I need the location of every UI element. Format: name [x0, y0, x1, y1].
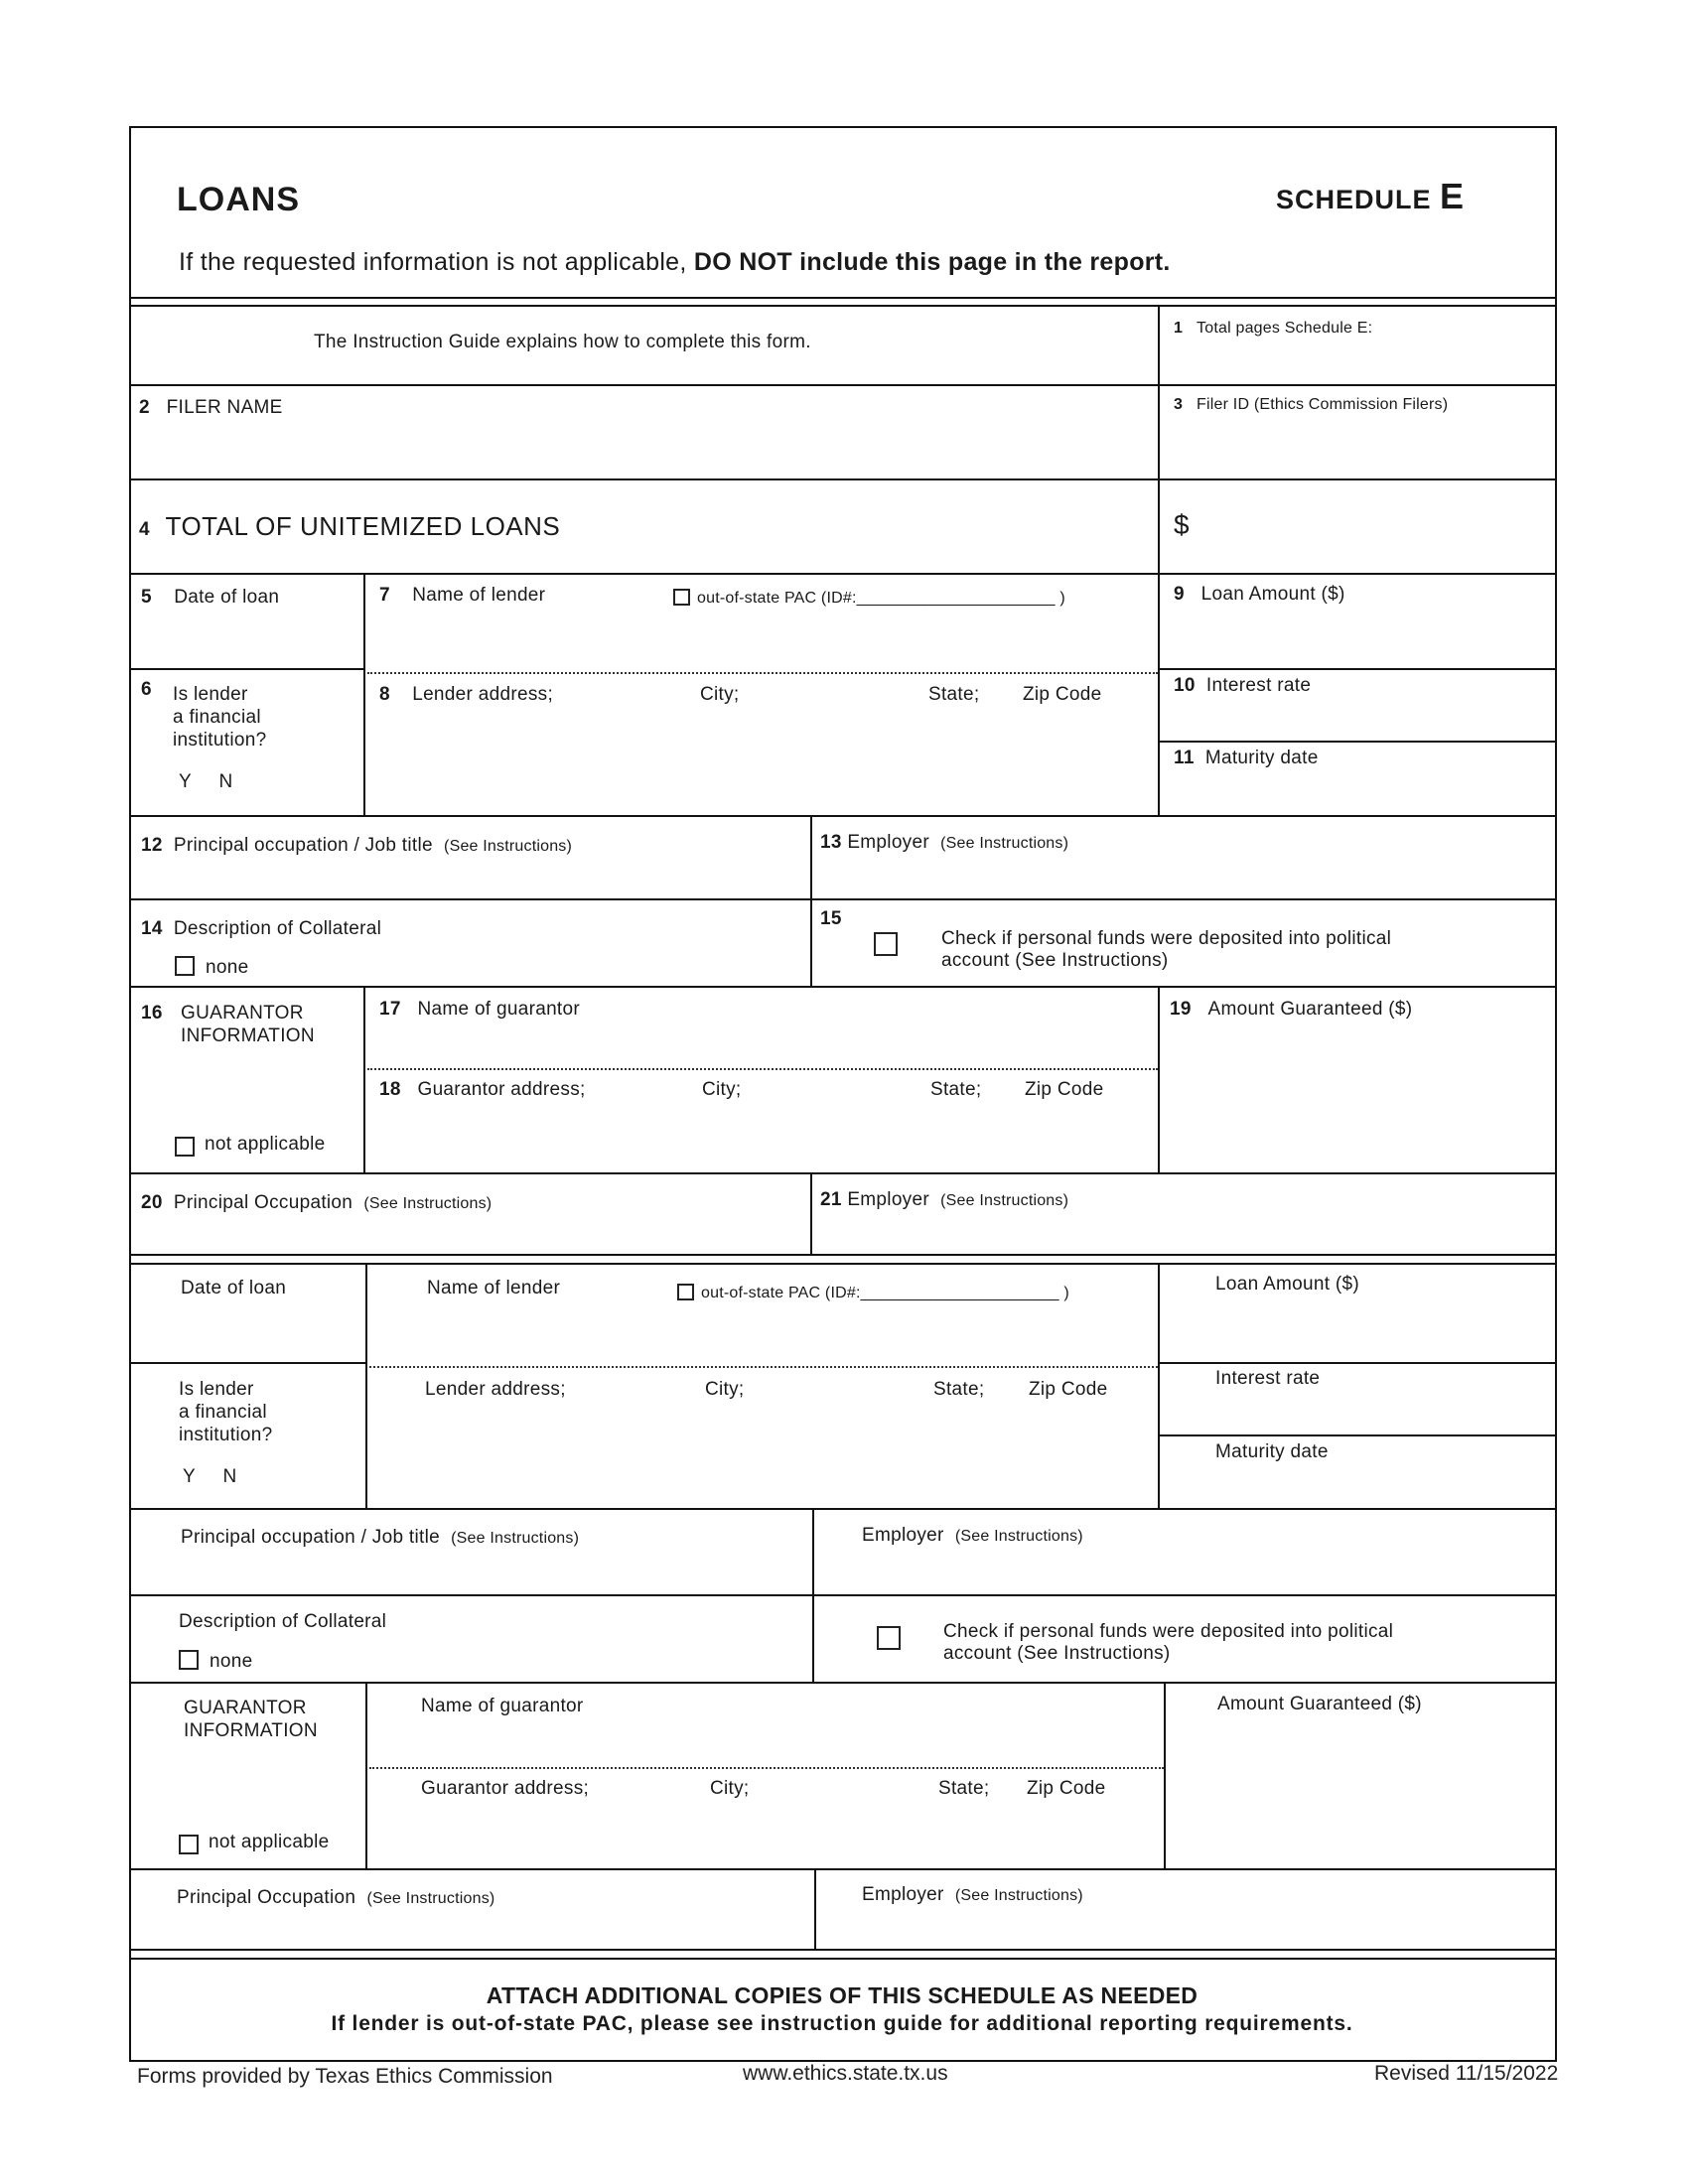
amount-guaranteed-label: Amount Guaranteed ($)	[1217, 1694, 1422, 1714]
rule	[129, 1254, 1555, 1256]
field-3-label	[1174, 394, 1448, 416]
field-number: 14	[141, 918, 163, 939]
field-number: 7	[379, 585, 390, 606]
field-6-label	[141, 679, 152, 701]
not-applicable-label: not applicable	[209, 1832, 330, 1852]
field-17-label	[379, 999, 580, 1021]
field-number: 17	[379, 999, 401, 1020]
column-rule	[810, 1172, 812, 1254]
footer-credit: Forms provided by Texas Ethics Commission	[137, 2065, 553, 2088]
guarantor-address-label: Guarantor address;	[417, 1079, 586, 1100]
field-8-label	[379, 684, 553, 706]
see-instructions: (See Instructions)	[954, 1528, 1083, 1545]
guarantor-na-checkbox[interactable]	[179, 1835, 199, 1854]
zip-label: Zip Code	[1023, 684, 1102, 705]
state-label: State;	[933, 1379, 985, 1400]
not-applicable-notice	[179, 247, 1171, 277]
rule	[129, 305, 1555, 307]
collateral-none-checkbox[interactable]	[175, 956, 195, 976]
field-number: 11	[1174, 748, 1195, 768]
financial-line-2: a financial	[173, 707, 261, 728]
column-rule	[365, 1263, 367, 1508]
rule	[129, 1958, 1555, 1960]
lender-address-label: Lender address;	[425, 1379, 566, 1400]
see-instructions: (See Instructions)	[363, 1195, 493, 1212]
field-number: 5	[141, 587, 152, 608]
collateral-label: Description of Collateral	[173, 918, 382, 939]
city-label: City;	[702, 1079, 742, 1100]
personal-funds-line-1: Check if personal funds were deposited into political	[943, 1621, 1394, 1642]
lender-address-label: Lender address;	[412, 684, 554, 705]
rule	[1158, 1434, 1555, 1436]
financial-line-3: institution?	[173, 730, 267, 751]
field-15-label	[820, 908, 842, 930]
guarantor-occupation-label	[177, 1887, 494, 1910]
field-14-label	[141, 918, 381, 940]
rule	[1158, 1362, 1555, 1364]
guarantor-heading-2: INFORMATION	[184, 1720, 318, 1741]
see-instructions: (See Instructions)	[940, 835, 1069, 852]
employer-label: Employer	[847, 832, 929, 853]
rule	[1158, 668, 1555, 670]
instruction-note: The Instruction Guide explains how to complete this form.	[314, 332, 811, 352]
rule	[129, 986, 1555, 988]
guarantor-na-checkbox[interactable]	[175, 1137, 195, 1157]
rule	[129, 478, 1555, 480]
occupation-label	[181, 1527, 579, 1550]
employer-label	[862, 1525, 1083, 1548]
personal-funds-line-1: Check if personal funds were deposited into political	[941, 928, 1392, 949]
loan-amount-label: Loan Amount ($)	[1215, 1274, 1359, 1295]
see-instructions: (See Instructions)	[954, 1887, 1083, 1904]
field-16-label	[141, 1003, 163, 1024]
field-5-label	[141, 587, 279, 609]
field-10-label	[1174, 675, 1311, 697]
field-13-label	[820, 832, 1068, 855]
rule	[129, 1508, 1555, 1510]
field-number: 19	[1170, 999, 1192, 1020]
field-number: 8	[379, 684, 390, 705]
field-11-label	[1174, 748, 1319, 769]
column-rule	[1158, 986, 1160, 1172]
column-rule	[365, 1682, 367, 1868]
filer-name-label: FILER NAME	[166, 397, 283, 418]
guarantor-employer-label: Employer	[847, 1189, 929, 1210]
field-9-label	[1174, 584, 1345, 606]
field-20-label	[141, 1192, 492, 1215]
rule	[129, 297, 1555, 299]
guarantor-heading-2: INFORMATION	[181, 1025, 315, 1046]
footer-website[interactable]: www.ethics.state.tx.us	[743, 2062, 948, 2085]
field-4-label	[139, 511, 560, 545]
total-pages-label: Total pages Schedule E:	[1197, 320, 1373, 337]
guarantor-name-label: Name of guarantor	[421, 1696, 584, 1716]
form-border	[129, 126, 1557, 2062]
occupation-text: Principal occupation / Job title	[181, 1527, 440, 1548]
pac-id-label: out-of-state PAC (ID#:______________________ )	[697, 590, 1065, 607]
field-number: 20	[141, 1192, 163, 1213]
notice-prefix: If the requested information is not applicable,	[179, 248, 687, 276]
guarantor-employer-text: Employer	[862, 1884, 944, 1905]
column-rule	[363, 573, 365, 815]
field-number: 18	[379, 1079, 401, 1100]
form-title: LOANS	[177, 181, 300, 218]
field-number: 12	[141, 835, 163, 856]
column-rule	[363, 986, 365, 1172]
rule	[1158, 741, 1555, 743]
column-rule	[1158, 1263, 1160, 1508]
lender-name-label: Name of lender	[427, 1278, 561, 1298]
see-instructions: (See Instructions)	[451, 1530, 580, 1547]
state-label: State;	[928, 684, 980, 705]
column-rule	[1158, 305, 1160, 815]
field-19-label	[1170, 999, 1412, 1021]
state-label: State;	[930, 1079, 982, 1100]
personal-funds-checkbox[interactable]	[877, 1626, 901, 1650]
state-label: State;	[938, 1778, 990, 1799]
schedule-letter: E	[1440, 176, 1466, 216]
yes-no-options[interactable]: Y N	[179, 771, 233, 792]
dotted-rule	[369, 1366, 1158, 1368]
guarantor-employer-label	[862, 1884, 1083, 1907]
yes-no-options[interactable]: Y N	[183, 1466, 237, 1487]
field-number: 3	[1174, 396, 1184, 413]
dotted-rule	[367, 1068, 1158, 1070]
collateral-none-checkbox[interactable]	[179, 1650, 199, 1670]
filer-id-label: Filer ID (Ethics Commission Filers)	[1197, 396, 1449, 413]
occupation-label: Principal occupation / Job title	[173, 835, 433, 856]
field-number: 6	[141, 679, 152, 700]
guarantor-occupation-text: Principal Occupation	[177, 1887, 356, 1908]
column-rule	[814, 1868, 816, 1949]
maturity-date-label: Maturity date	[1204, 748, 1319, 768]
city-label: City;	[710, 1778, 750, 1799]
rule	[129, 1682, 1555, 1684]
city-label: City;	[705, 1379, 745, 1400]
not-applicable-label: not applicable	[205, 1134, 326, 1155]
guarantor-address-label: Guarantor address;	[421, 1778, 590, 1799]
zip-label: Zip Code	[1027, 1778, 1106, 1799]
field-number: 13	[820, 832, 842, 853]
schedule-e-form	[129, 126, 1557, 2062]
rule	[129, 815, 1555, 817]
attach-copies-notice: ATTACH ADDITIONAL COPIES OF THIS SCHEDULE AS NEEDED	[486, 1982, 1198, 2008]
footer-revision: Revised 11/15/2022	[1374, 2062, 1559, 2085]
out-of-state-pac-checkbox[interactable]	[673, 589, 690, 606]
column-rule	[810, 815, 812, 986]
field-12-label	[141, 835, 572, 858]
financial-line-1: Is lender	[173, 684, 248, 705]
guarantor-name-label: Name of guarantor	[417, 999, 581, 1020]
loan-amount-label: Loan Amount ($)	[1200, 584, 1345, 605]
column-rule	[1164, 1682, 1166, 1868]
dotted-rule	[369, 1767, 1164, 1769]
amount-guaranteed-label: Amount Guaranteed ($)	[1207, 999, 1413, 1020]
field-2-label	[139, 397, 283, 419]
notice-bold: DO NOT include this page in the report.	[693, 248, 1171, 276]
financial-line-3: institution?	[179, 1425, 273, 1445]
see-instructions: (See Instructions)	[444, 838, 573, 855]
dollar-sign: $	[1174, 509, 1190, 540]
field-number: 15	[820, 908, 842, 929]
rule	[129, 668, 363, 670]
rule	[129, 573, 1555, 575]
rule	[129, 1594, 1555, 1596]
guarantor-occupation-label: Principal Occupation	[173, 1192, 353, 1213]
personal-funds-line-2: account (See Instructions)	[941, 950, 1169, 971]
interest-rate-label: Interest rate	[1215, 1368, 1321, 1389]
zip-label: Zip Code	[1029, 1379, 1108, 1400]
rule	[129, 1263, 1555, 1265]
rule	[129, 1362, 365, 1364]
field-21-label	[820, 1189, 1068, 1212]
pac-id-label: out-of-state PAC (ID#:______________________ )	[701, 1285, 1069, 1301]
field-number: 4	[139, 519, 151, 540]
field-1-label	[1174, 318, 1372, 340]
personal-funds-checkbox[interactable]	[874, 932, 898, 956]
field-number: 2	[139, 397, 150, 418]
column-rule	[812, 1508, 814, 1682]
schedule-prefix: SCHEDULE	[1276, 185, 1432, 214]
field-number: 9	[1174, 584, 1185, 605]
out-of-state-pac-notice: If lender is out-of-state PAC, please see instruction guide for additional reporting requirements.	[331, 2012, 1353, 2035]
financial-line-2: a financial	[179, 1402, 267, 1423]
field-number: 10	[1174, 675, 1196, 696]
unitemized-loans-label: TOTAL OF UNITEMIZED LOANS	[165, 511, 561, 541]
field-number: 16	[141, 1003, 163, 1024]
city-label: City;	[700, 684, 740, 705]
field-7-label	[379, 585, 545, 607]
rule	[129, 1172, 1555, 1174]
dotted-rule	[367, 672, 1158, 674]
financial-line-1: Is lender	[179, 1379, 254, 1400]
employer-text: Employer	[862, 1525, 944, 1546]
field-number: 21	[820, 1189, 842, 1210]
rule	[129, 384, 1555, 386]
zip-label: Zip Code	[1025, 1079, 1104, 1100]
personal-funds-line-2: account (See Instructions)	[943, 1643, 1171, 1664]
guarantor-heading-1: GUARANTOR	[184, 1698, 307, 1718]
see-instructions: (See Instructions)	[940, 1192, 1069, 1209]
none-label: none	[210, 1651, 253, 1672]
none-label: none	[206, 957, 249, 978]
schedule-label	[1276, 176, 1466, 216]
rule	[129, 1949, 1555, 1951]
rule	[129, 1868, 1555, 1870]
out-of-state-pac-checkbox[interactable]	[677, 1284, 694, 1300]
field-number: 1	[1174, 320, 1184, 337]
collateral-label: Description of Collateral	[179, 1611, 387, 1632]
guarantor-heading-1: GUARANTOR	[181, 1003, 304, 1024]
date-of-loan-label: Date of loan	[181, 1278, 287, 1298]
lender-name-label: Name of lender	[412, 585, 546, 606]
maturity-date-label: Maturity date	[1215, 1441, 1329, 1462]
rule	[129, 898, 1555, 900]
date-of-loan-label: Date of loan	[174, 587, 280, 608]
field-18-label	[379, 1079, 586, 1101]
see-instructions: (See Instructions)	[366, 1890, 495, 1907]
interest-rate-label: Interest rate	[1205, 675, 1312, 696]
